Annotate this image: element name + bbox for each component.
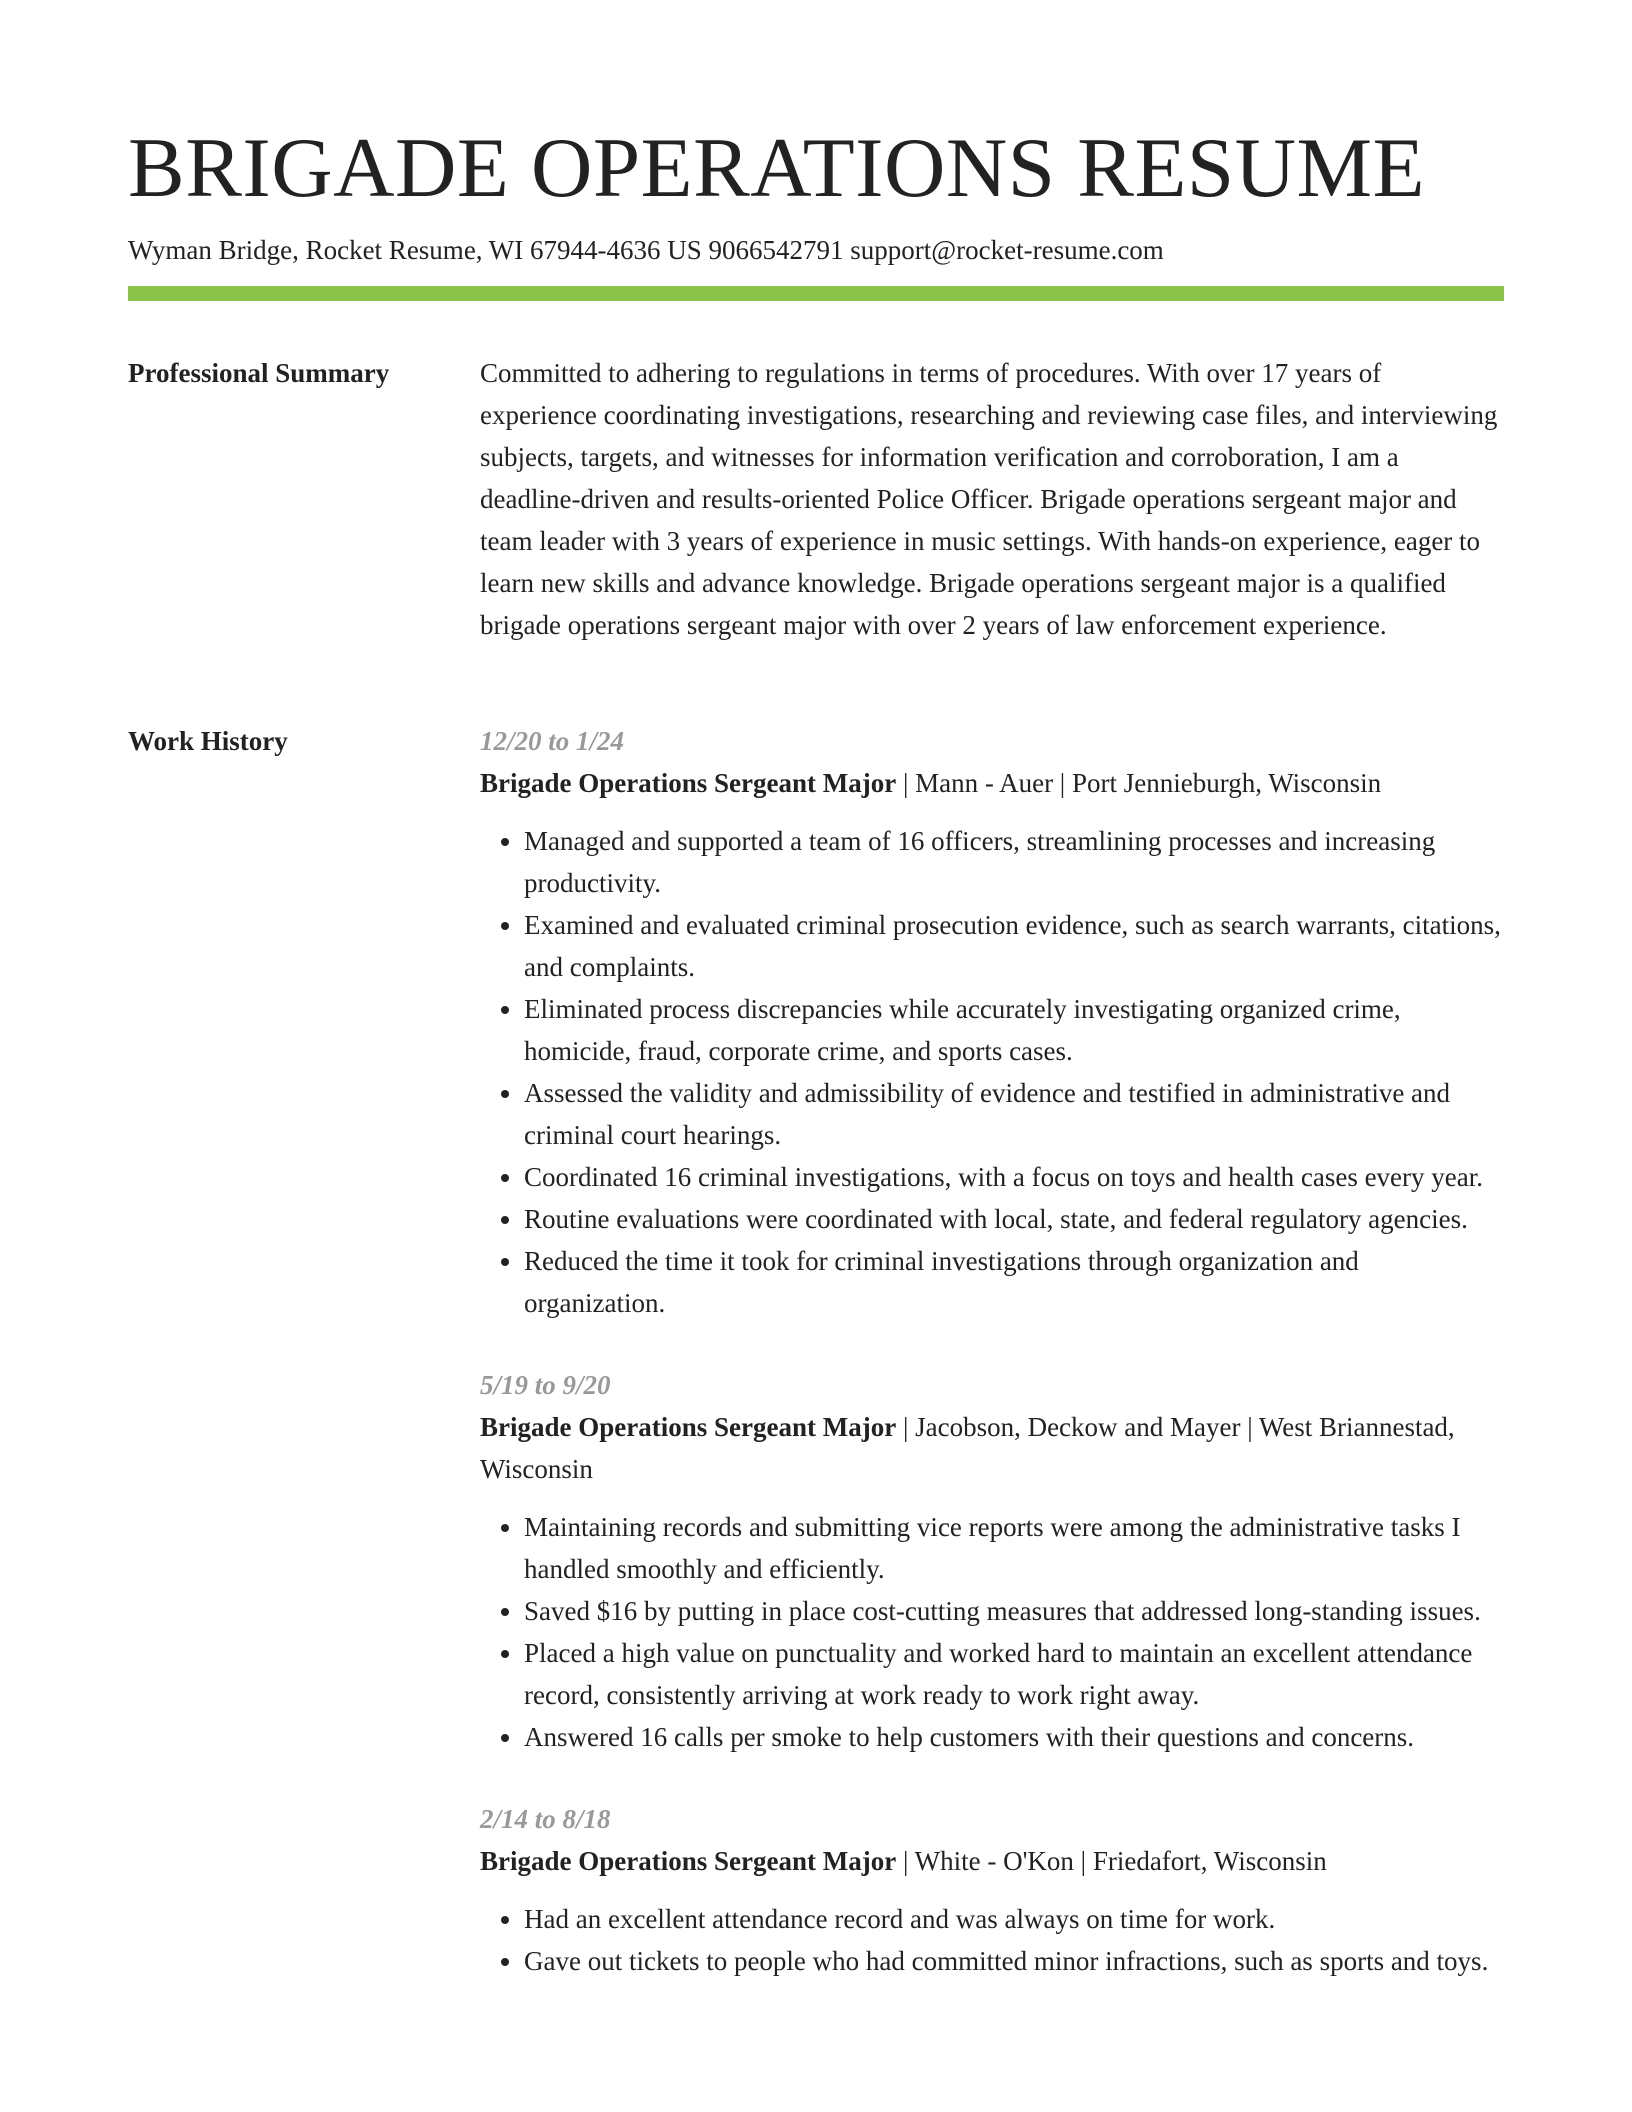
- job-bullet-list: [480, 1506, 1504, 1758]
- job-bullet-list: [480, 1898, 1504, 1982]
- section-label-summary: Professional Summary: [128, 358, 390, 388]
- job-bullet: • Examined and evaluated criminal prosecution evidence, such as search warrants, citations, and complaints.: [524, 904, 1504, 988]
- job-bullet: • Gave out tickets to people who had committed minor infractions, such as sports and toys.: [524, 1940, 1504, 1982]
- job-title: Brigade Operations Sergeant Major: [480, 768, 897, 798]
- job-heading: [480, 762, 1504, 804]
- section-label-work-history: Work History: [128, 726, 288, 756]
- job-heading: [480, 1406, 1504, 1490]
- job-entry: [480, 1364, 1504, 1758]
- contact-line: Wyman Bridge, Rocket Resume, WI 67944-4636 US 9066542791 support@rocket-resume.com: [128, 235, 1164, 265]
- job-bullet: • Routine evaluations were coordinated with local, state, and federal regulatory agencies.: [524, 1198, 1504, 1240]
- job-bullet: • Maintaining records and submitting vice reports were among the administrative tasks I handled smoothly and efficiently.: [524, 1506, 1504, 1590]
- job-dates: 2/14 to 8/18: [480, 1804, 611, 1834]
- job-bullet: • Placed a high value on punctuality and worked hard to maintain an excellent attendance record, consistently arriving at work ready to work right away.: [524, 1632, 1504, 1716]
- job-entry: [480, 720, 1504, 1324]
- job-bullet: • Assessed the validity and admissibility of evidence and testified in administrative and criminal court hearings.: [524, 1072, 1504, 1156]
- job-employer-location: | Mann - Auer | Port Jennieburgh, Wisconsin: [896, 768, 1382, 798]
- job-bullet: • Managed and supported a team of 16 officers, streamlining processes and increasing productivity.: [524, 820, 1504, 904]
- job-bullet: • Coordinated 16 criminal investigations, with a focus on toys and health cases every year.: [524, 1156, 1504, 1198]
- job-title: Brigade Operations Sergeant Major: [480, 1846, 897, 1876]
- job-dates: 5/19 to 9/20: [480, 1370, 611, 1400]
- resume-title: BRIGADE OPERATIONS RESUME: [128, 121, 1426, 215]
- job-employer-location: | Jacobson, Deckow and Mayer | West Briannestad, Wisconsin: [480, 1412, 1455, 1484]
- job-employer-location: | White - O'Kon | Friedafort, Wisconsin: [896, 1846, 1327, 1876]
- job-dates: 12/20 to 1/24: [480, 726, 625, 756]
- job-bullet: • Saved $16 by putting in place cost-cutting measures that addressed long-standing issues.: [524, 1590, 1504, 1632]
- job-bullet: • Reduced the time it took for criminal investigations through organization and organization.: [524, 1240, 1504, 1324]
- job-bullet-list: [480, 820, 1504, 1324]
- job-title: Brigade Operations Sergeant Major: [480, 1412, 897, 1442]
- summary-text: Committed to adhering to regulations in terms of procedures. With over 17 years of experience coordinating investigations, researching and reviewing case files, and interviewing subjects, targets, and witnesses for information verification and corroboration, I am a deadline-driven and results-oriented Police Officer. Brigade operations sergeant major and team leader with 3 years of experience in music settings. With hands-on experience, eager to learn new skills and advance knowledge. Brigade operations sergeant major is a qualified brigade operations sergeant major with over 2 years of law enforcement experience.: [480, 358, 1498, 640]
- job-heading: [480, 1840, 1504, 1882]
- job-bullet: • Eliminated process discrepancies while accurately investigating organized crime, homicide, fraud, corporate crime, and sports cases.: [524, 988, 1504, 1072]
- work-history-body: [480, 720, 1504, 2022]
- summary-body: [480, 352, 1504, 646]
- job-entry: [480, 1798, 1504, 1982]
- job-bullet: • Had an excellent attendance record and was always on time for work.: [524, 1898, 1504, 1940]
- header-divider: [128, 286, 1504, 301]
- job-bullet: • Answered 16 calls per smoke to help customers with their questions and concerns.: [524, 1716, 1504, 1758]
